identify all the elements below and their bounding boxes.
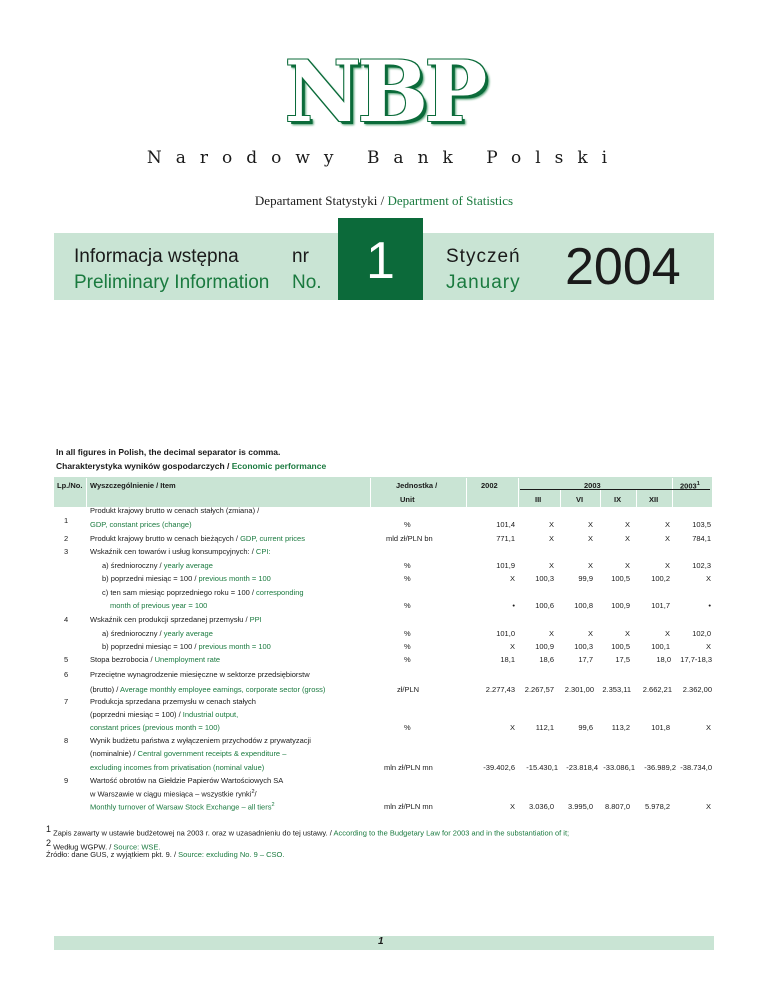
- row-no: 7: [64, 697, 69, 706]
- cell: 99,9: [578, 574, 593, 583]
- row-label-2: (nominalnie) / Central government receipts & expenditure –: [90, 749, 287, 758]
- nr-en: No.: [292, 272, 322, 293]
- decimal-note: In all figures in Polish, the decimal separator is comma.: [56, 447, 281, 457]
- cell: 100,3: [574, 642, 593, 651]
- cell: 99,6: [578, 723, 593, 732]
- col-2003: 2003: [584, 481, 601, 490]
- cell: 100,2: [651, 574, 670, 583]
- cell: 100,8: [574, 601, 593, 610]
- row-unit: %: [404, 561, 411, 570]
- cell: -38.734,0: [680, 763, 712, 772]
- month-en: January: [446, 272, 521, 293]
- cell: X: [587, 534, 593, 543]
- cell: 18,1: [500, 655, 515, 664]
- dept-sep: /: [377, 193, 388, 208]
- col-2003-plan: 2003$^1$: [680, 481, 700, 491]
- row-label: Wynik budżetu państwa z wyłączeniem przychodów z prywatyzacji: [90, 736, 311, 745]
- cell: X: [587, 520, 593, 529]
- section-title: [56, 461, 326, 471]
- cell: X: [587, 561, 593, 570]
- cell: 17,5: [615, 655, 630, 664]
- issue-year: 2004: [565, 238, 681, 296]
- month-pl: Styczeń: [446, 246, 521, 267]
- cell: 2.362,00: [682, 685, 712, 694]
- cell: 101,9: [496, 561, 515, 570]
- col-item: Wyszczególnienie / Item: [90, 481, 176, 490]
- cell: 5.978,2: [644, 802, 670, 811]
- cell: 2.353,11: [602, 685, 631, 694]
- cell: X: [509, 802, 515, 811]
- row-no: 5: [64, 655, 69, 664]
- cell: 100,6: [535, 601, 554, 610]
- row-unit: zł/PLN: [397, 685, 420, 694]
- row-label: Produkt krajowy brutto w cenach bieżących / GDP, current prices: [90, 534, 305, 543]
- cell: X: [548, 561, 554, 570]
- cell: 101,4: [496, 520, 515, 529]
- row-sublabel: b) poprzedni miesiąc = 100 / previous month = 100: [102, 642, 271, 651]
- row-no: 4: [64, 615, 69, 624]
- cell: -15.430,1: [526, 763, 558, 772]
- department-line: [0, 193, 768, 209]
- col-m9: IX: [614, 495, 622, 504]
- row-no: 2: [64, 534, 69, 543]
- row-sublabel: c) ten sam miesiąc poprzedniego roku = 100 / corresponding: [102, 588, 304, 597]
- row-sublabel-en: month of previous year = 100: [110, 601, 208, 610]
- cell: 101,8: [651, 723, 670, 732]
- cell: X: [548, 520, 554, 529]
- row-unit: mln zł/PLN mn: [384, 763, 433, 772]
- header-divider: [370, 478, 371, 507]
- cell: X: [509, 723, 515, 732]
- row-label-3: constant prices (previous month = 100): [90, 723, 220, 732]
- issue-number: 1: [338, 218, 423, 300]
- cell: 2.267,57: [524, 685, 554, 694]
- row-label: Przeciętne wynagrodzenie miesięczne w sektorze przedsiębiorstw: [90, 670, 310, 679]
- cell: 100,5: [611, 574, 630, 583]
- row-unit: %: [404, 574, 411, 583]
- cell: 100,9: [611, 601, 630, 610]
- header-divider: [86, 478, 87, 507]
- bank-name: Narodowy Bank Polski: [146, 148, 622, 168]
- cell: 100,3: [535, 574, 554, 583]
- cell: •: [708, 601, 711, 610]
- nr-pl: nr: [292, 246, 309, 267]
- row-no: 6: [64, 670, 69, 679]
- cell: -39.402,6: [483, 763, 515, 772]
- cell: 112,1: [535, 723, 554, 732]
- page-number: 1: [378, 936, 384, 947]
- cell: X: [624, 629, 630, 638]
- header-divider: [560, 490, 561, 507]
- dept-pl: Departament Statystyki: [254, 193, 378, 208]
- footnote-1: $^1$ Zapis zawarty w ustawie budżetowej na 2003 r. oraz w uzasadnieniu do tej ustawy. / According to the Budgetary Law for 2003 and in the substantiation of it;: [46, 824, 570, 838]
- row-unit: %: [404, 655, 411, 664]
- row-label-2: w Warszawie w ciągu miesiąca – wszystkie rynki$^2$/: [90, 789, 257, 799]
- cell: X: [548, 629, 554, 638]
- col-m6: VI: [576, 495, 584, 504]
- cell: 3.995,0: [567, 802, 593, 811]
- source-note: Źródło: dane GUS, z wyjątkiem pkt. 9. / Source: excluding No. 9 – CSO.: [46, 850, 285, 859]
- col-lp: Lp./No.: [57, 481, 83, 490]
- cell: X: [587, 629, 593, 638]
- row-unit: mld zł/PLN bn: [386, 534, 433, 543]
- cell: 17,7-18,3: [680, 655, 712, 664]
- row-no: 3: [64, 547, 69, 556]
- cell: 2.277,43: [485, 685, 515, 694]
- footer-bar: [54, 936, 714, 950]
- cell: X: [664, 534, 670, 543]
- cell: X: [624, 520, 630, 529]
- cell: X: [624, 561, 630, 570]
- cell: X: [624, 534, 630, 543]
- header-divider: [672, 478, 673, 507]
- nbp-logo: NBP: [284, 42, 484, 141]
- cell: X: [509, 574, 515, 583]
- row-label: Produkt krajowy brutto w cenach stałych (zmiana) /: [90, 506, 260, 515]
- cell: X: [705, 642, 711, 651]
- cell: X: [705, 802, 711, 811]
- cell: 102,3: [692, 561, 711, 570]
- cell: X: [664, 520, 670, 529]
- row-unit: %: [404, 642, 411, 651]
- row-label-3: excluding incomes from privatisation (nominal value): [90, 763, 265, 772]
- cell: 2.662,21: [642, 685, 672, 694]
- cell: X: [548, 534, 554, 543]
- dept-en: Department of Statistics: [387, 193, 514, 208]
- row-no: 8: [64, 736, 69, 745]
- col-m3: III: [535, 495, 542, 504]
- cell: 3.036,0: [528, 802, 554, 811]
- section-pl: Charakterystyka wyników gospodarczych /: [56, 461, 232, 471]
- cell: 2.301,00: [564, 685, 594, 694]
- cell: 784,1: [692, 534, 711, 543]
- cell: X: [664, 629, 670, 638]
- title-pl: Informacja wstępna: [74, 246, 239, 267]
- cell: 102,0: [692, 629, 711, 638]
- row-label: Wskaźnik cen produkcji sprzedanej przemysłu / PPI: [90, 615, 262, 624]
- cell: X: [705, 723, 711, 732]
- row-unit: mln zł/PLN mn: [384, 802, 433, 811]
- cell: X: [664, 561, 670, 570]
- row-label-2: (brutto) / Average monthly employee earnings, corporate sector (gross): [90, 685, 326, 694]
- cell: 100,5: [611, 642, 630, 651]
- row-unit: %: [404, 520, 411, 529]
- row-sublabel: a) średnioroczny / yearly average: [102, 629, 213, 638]
- cell: 101,0: [496, 629, 515, 638]
- footnote-2: $^2$ Według WGPW. / Source: WSE.: [46, 838, 161, 852]
- header-divider: [636, 490, 637, 507]
- header-divider: [600, 490, 601, 507]
- row-label-2: (poprzedni miesiąc = 100) / Industrial output,: [90, 710, 239, 719]
- col-2002: 2002: [481, 481, 498, 490]
- row-sublabel: b) poprzedni miesiąc = 100 / previous month = 100: [102, 574, 271, 583]
- cell: 100,9: [535, 642, 554, 651]
- row-label: Wskaźnik cen towarów i usług konsumpcyjnych: / CPI:: [90, 547, 271, 556]
- row-label: Wartość obrotów na Giełdzie Papierów Wartościowych SA: [90, 776, 284, 785]
- col-m12: XII: [649, 495, 659, 504]
- title-en: Preliminary Information: [74, 272, 270, 293]
- cell: -33.086,1: [603, 763, 635, 772]
- cell: 100,1: [651, 642, 670, 651]
- header-divider: [466, 478, 467, 507]
- row-unit: %: [404, 601, 411, 610]
- cell: 18,0: [656, 655, 671, 664]
- cell: 8.807,0: [604, 802, 630, 811]
- row-label-en: GDP, constant prices (change): [90, 520, 192, 529]
- row-no: 1: [64, 516, 69, 525]
- cell: 103,5: [692, 520, 711, 529]
- cell: 17,7: [578, 655, 593, 664]
- row-label: Stopa bezrobocia / Unemployment rate: [90, 655, 221, 664]
- cell: 18,6: [539, 655, 554, 664]
- cell: X: [509, 642, 515, 651]
- row-sublabel: a) średnioroczny / yearly average: [102, 561, 213, 570]
- cell: X: [705, 574, 711, 583]
- cell: 101,7: [651, 601, 670, 610]
- cell: 771,1: [496, 534, 515, 543]
- section-en: Economic performance: [231, 461, 327, 471]
- row-label-3: Monthly turnover of Warsaw Stock Exchange – all tiers$^2$: [90, 802, 275, 812]
- header-divider: [518, 478, 519, 507]
- cell: 113,2: [611, 723, 630, 732]
- cell: •: [512, 601, 515, 610]
- row-no: 9: [64, 776, 69, 785]
- col-unit-en: Unit: [400, 495, 415, 504]
- cell: -23.818,4: [566, 763, 598, 772]
- row-unit: %: [404, 629, 411, 638]
- cell: -36.989,2: [644, 763, 676, 772]
- col-unit-pl: Jednostka /: [396, 481, 438, 490]
- row-label: Produkcja sprzedana przemysłu w cenach stałych: [90, 697, 256, 706]
- row-unit: %: [404, 723, 411, 732]
